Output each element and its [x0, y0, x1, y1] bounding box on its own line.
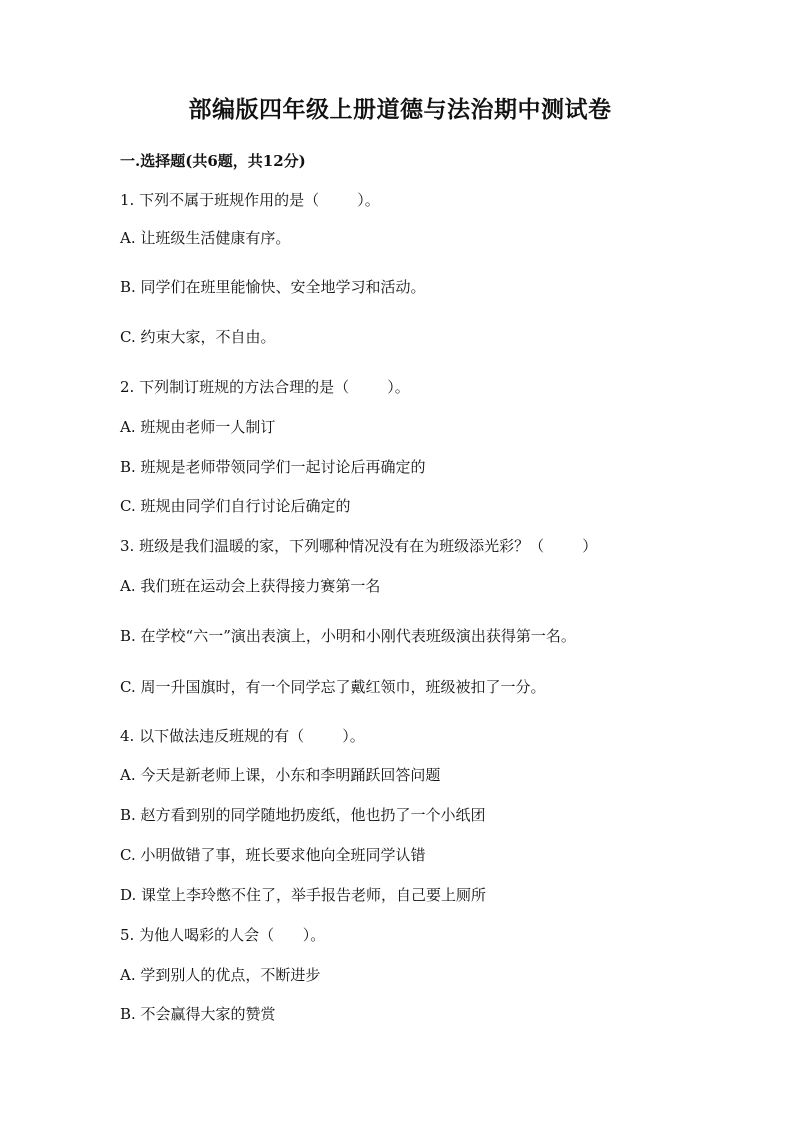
question-3-option-a: A. 我们班在运动会上获得接力赛第一名 [120, 577, 381, 595]
question-2-option-c: C. 班规由同学们自行讨论后确定的 [120, 497, 351, 515]
question-4-option-c: C. 小明做错了事，班长要求他向全班同学认错 [120, 846, 426, 864]
document-title: 部编版四年级上册道德与法治期中测试卷 [188, 96, 612, 123]
question-4-option-d: D. 课堂上李玲憋不住了，举手报告老师，自己要上厕所 [120, 886, 487, 904]
question-4-option-a: A. 今天是新老师上课，小东和李明踊跃回答问题 [120, 766, 441, 784]
question-1-stem: 1. 下列不属于班规作用的是（ ）。 [120, 191, 380, 209]
question-1-option-a: A. 让班级生活健康有序。 [120, 229, 291, 247]
question-1-option-c: C. 约束大家，不自由。 [120, 328, 276, 346]
question-5-option-a: A. 学到别人的优点，不断进步 [120, 966, 321, 984]
question-5-option-b: B. 不会赢得大家的赞赏 [120, 1005, 276, 1023]
question-2-option-a: A. 班规由老师一人制订 [120, 418, 276, 436]
question-4-stem: 4. 以下做法违反班规的有（ ）。 [120, 727, 365, 745]
question-3-option-b: B. 在学校“六一”演出表演上，小明和小刚代表班级演出获得第一名。 [120, 627, 576, 645]
question-4-option-b: B. 赵方看到别的同学随地扔废纸，他也扔了一个小纸团 [120, 806, 486, 824]
section-heading: 一.选择题(共6题，共12分) [120, 152, 306, 170]
question-2-stem: 2. 下列制订班规的方法合理的是（ ）。 [120, 378, 410, 396]
question-1-option-b: B. 同学们在班里能愉快、安全地学习和活动。 [120, 278, 426, 296]
question-3-stem: 3. 班级是我们温暖的家，下列哪种情况没有在为班级添光彩？（ ） [120, 537, 598, 555]
question-3-option-c: C. 周一升国旗时，有一个同学忘了戴红领巾，班级被扣了一分。 [120, 678, 546, 696]
question-5-stem: 5. 为他人喝彩的人会（ ）。 [120, 926, 326, 944]
question-2-option-b: B. 班规是老师带领同学们一起讨论后再确定的 [120, 458, 426, 476]
